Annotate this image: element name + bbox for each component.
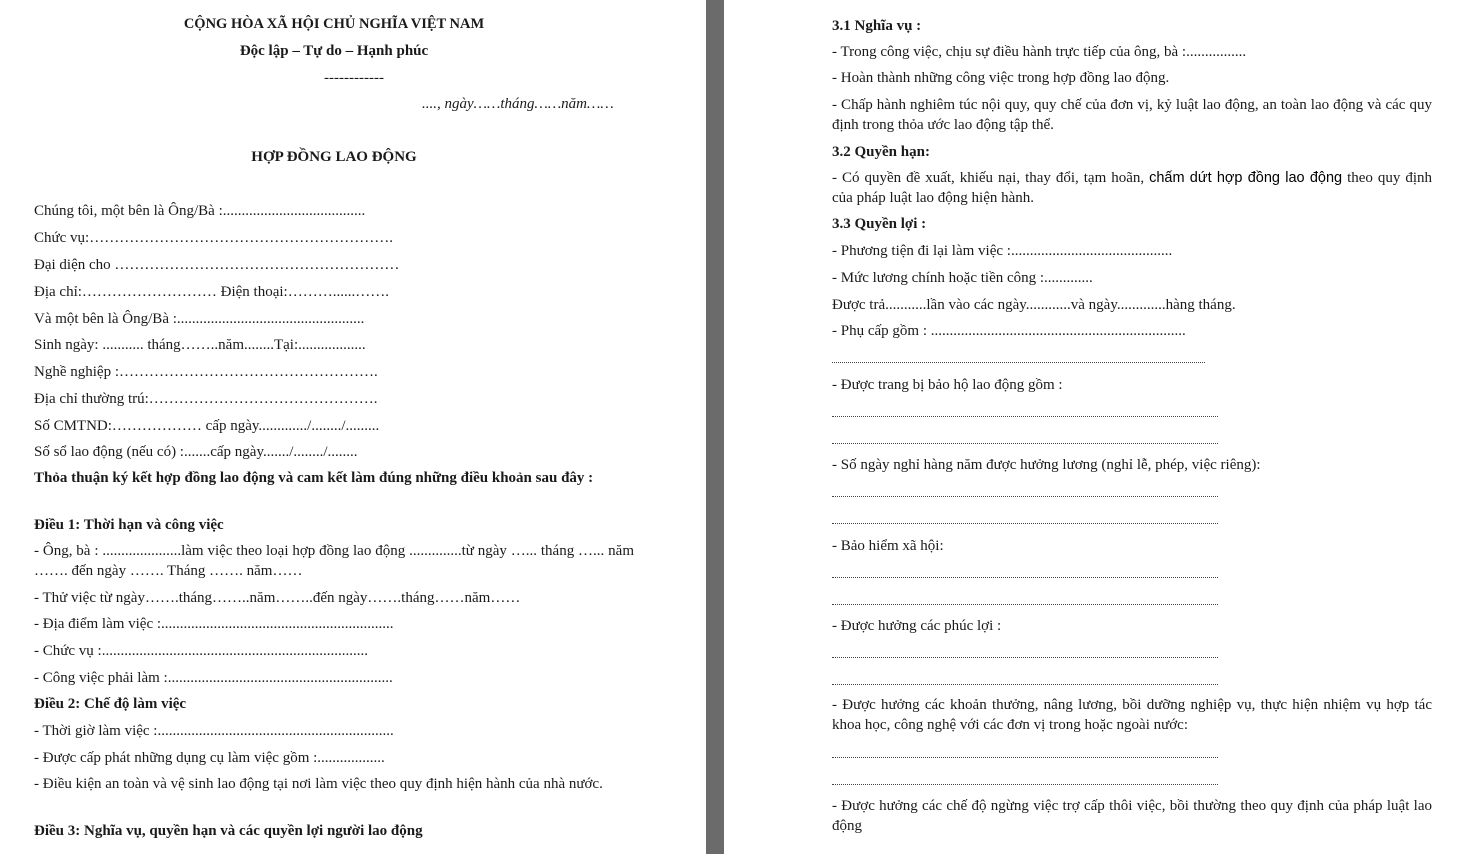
article-3-heading: Điều 3: Nghĩa vụ, quyền hạn và các quyền lợi người lao động [34, 823, 423, 839]
rights-text-end: theo quy định của pháp luật lao động hiện hành. [832, 170, 1432, 206]
obligation-supervisor: - Trong công việc, chịu sự điều hành trực tiếp của ông, bà :................ [832, 44, 1247, 60]
party-b-address: Địa chỉ thường trú:………………………………………. [34, 391, 378, 407]
section-3-2-heading: 3.2 Quyền hạn: [832, 144, 930, 160]
section-3-1-heading: 3.1 Nghĩa vụ : [832, 18, 922, 34]
rights-highlight-link: chấm dứt hợp đồng lao động [1149, 170, 1343, 186]
document-page-left [0, 0, 706, 854]
party-a-represent: Đại diện cho ………………………………………………… [34, 257, 400, 273]
article-2-tools: - Được cấp phát những dụng cụ làm việc gồm :.................. [34, 750, 385, 766]
party-b-labor-book: Số sổ lao động (nếu có) :.......cấp ngày......./......../........ [34, 444, 358, 460]
benefit-bonuses: - Được hưởng các khoản thưởng, nâng lương, bồi dưỡng nghiệp vụ, thực hiện nhiệm vụ hợp tác khoa học, công nghệ với các đơn vị trong hoặc ngoài nước: [832, 697, 1432, 733]
party-a-position: Chức vụ:……………………………………………………. [34, 230, 393, 246]
date-line: ...., ngày……tháng……năm…… [422, 96, 614, 112]
party-a-address: Địa chỉ:……………………… Điện thoại:………......……. [34, 284, 389, 300]
social-insurance-fill-line-2 [832, 604, 1218, 605]
paid-leave-fill-line-2 [832, 523, 1218, 524]
article-2-hours: - Thời giờ làm việc :............................................................... [34, 723, 394, 739]
contract-title: HỢP ĐỒNG LAO ĐỘNG [251, 149, 417, 165]
document-page-right [724, 0, 1460, 854]
article-1-position: - Chức vụ :....................................................................... [34, 643, 368, 659]
article-1-duties: - Công việc phải làm :............................................................ [34, 670, 393, 686]
party-b-birth: Sinh ngày: ........... tháng……..năm........Tại:.................. [34, 337, 366, 353]
benefit-severance: - Được hưởng các chế độ ngừng việc trợ cấp thôi việc, bồi thường theo quy định của pháp luật lao động [832, 798, 1432, 834]
benefit-welfare: - Được hưởng các phúc lợi : [832, 618, 1002, 634]
bonuses-fill-line-2 [832, 784, 1218, 785]
obligation-comply-rules: - Chấp hành nghiêm túc nội quy, quy chế của đơn vị, kỷ luật lao động, an toàn lao động và các quy định trong thỏa ước lao động tập thể. [832, 97, 1432, 133]
paid-leave-fill-line-1 [832, 496, 1218, 497]
rights-paragraph [832, 168, 1432, 208]
national-title: CỘNG HÒA XÃ HỘI CHỦ NGHĨA VIỆT NAM [183, 16, 485, 32]
party-b-occupation: Nghề nghiệp :……………………………………………. [34, 364, 378, 380]
social-insurance-fill-line-1 [832, 577, 1218, 578]
party-a-name: Chúng tôi, một bên là Ông/Bà :...................................... [34, 203, 366, 219]
article-2-safety: - Điều kiện an toàn và vệ sinh lao động tại nơi làm việc theo quy định hiện hành của nhà nước. [34, 776, 603, 792]
benefit-salary: - Mức lương chính hoặc tiền công :............. [832, 270, 1093, 286]
benefit-paid-leave: - Số ngày nghỉ hàng năm được hưởng lương (nghỉ lễ, phép, việc riêng): [832, 457, 1261, 473]
benefit-transport: - Phương tiện đi lại làm việc :........................................... [832, 243, 1173, 259]
article-1-term: - Ông, bà : .....................làm việc theo loại hợp đồng lao động ..............từ ngày …... tháng …... năm ……. đến ngày ……. Tháng ……. năm…… [34, 543, 634, 579]
protective-gear-fill-line-1 [832, 416, 1218, 417]
rights-text-start: - Có quyền đề xuất, khiếu nại, thay đổi, tạm hoãn, [832, 170, 1150, 186]
party-b-name: Và một bên là Ông/Bà :.................................................. [34, 311, 365, 327]
welfare-fill-line-1 [832, 657, 1218, 658]
benefit-social-insurance: - Bảo hiểm xã hội: [832, 538, 944, 554]
bonuses-fill-line-1 [832, 757, 1218, 758]
benefit-protective-gear: - Được trang bị bảo hộ lao động gồm : [832, 377, 1063, 393]
page-divider [706, 0, 724, 854]
allowance-fill-line [832, 362, 1205, 363]
national-motto: Độc lập – Tự do – Hạnh phúc [239, 43, 429, 59]
benefit-pay-schedule: Được trả...........lần vào các ngày............và ngày.............hàng tháng. [832, 297, 1236, 313]
article-1-workplace: - Địa điểm làm việc :.............................................................. [34, 616, 394, 632]
benefit-allowance: - Phụ cấp gồm : .................................................................... [832, 323, 1186, 339]
header-separator: ------------ [324, 70, 384, 86]
section-3-3-heading: 3.3 Quyền lợi : [832, 216, 927, 232]
article-1-heading: Điều 1: Thời hạn và công việc [34, 517, 224, 533]
article-2-heading: Điều 2: Chế độ làm việc [34, 696, 187, 712]
article-1-probation: - Thử việc từ ngày…….tháng……..năm……..đến ngày…….tháng……năm…… [34, 590, 521, 606]
party-b-id: Số CMTND:……………… cấp ngày............./......../......... [34, 418, 380, 434]
welfare-fill-line-2 [832, 684, 1218, 685]
obligation-complete-work: - Hoàn thành những công việc trong hợp đồng lao động. [832, 70, 1170, 86]
agreement-statement: Thỏa thuận ký kết hợp đồng lao động và cam kết làm đúng những điều khoản sau đây : [34, 470, 594, 486]
protective-gear-fill-line-2 [832, 443, 1218, 444]
